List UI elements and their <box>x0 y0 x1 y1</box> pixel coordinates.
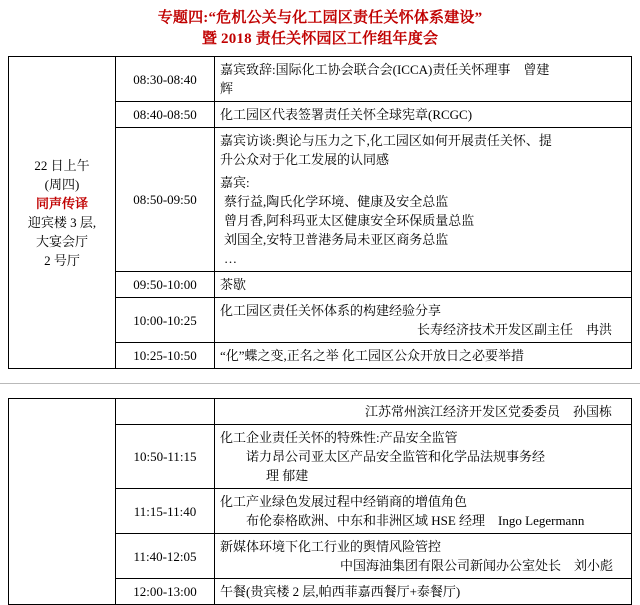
guest-label: 嘉宾: <box>220 175 250 190</box>
time-cell: 10:50-11:15 <box>116 425 215 489</box>
day-line-5: 大宴会厅 <box>35 233 88 249</box>
session-cell <box>215 534 632 579</box>
speaker-line: 布伦泰格欧洲、中东和非洲区域 HSE 经理 Ingo Legermann <box>246 513 585 528</box>
guest-item: … <box>224 251 237 266</box>
speaker-line: 理 郁建 <box>266 468 309 483</box>
time-cell: 08:30-08:40 <box>116 57 215 102</box>
page-title <box>8 0 632 56</box>
time-cell: 08:40-08:50 <box>116 102 215 128</box>
guest-item: 蔡行益,陶氏化学环境、健康及安全总监 <box>224 194 449 209</box>
session-line: 化工企业责任关怀的特殊性:产品安全监管 <box>220 430 458 445</box>
session-cell <box>215 425 632 489</box>
session-cell <box>215 298 632 343</box>
session-cell <box>215 272 632 298</box>
time-cell: 08:50-09:50 <box>116 128 215 272</box>
session-cell <box>215 57 632 102</box>
speaker-line: 中国海油集团有限公司新闻办公室处长 刘小彪 <box>340 558 614 573</box>
session-cell <box>215 343 632 369</box>
speaker-line: 诺力昂公司亚太区产品安全监管和化学品法规事务经 <box>246 449 546 464</box>
morning-schedule-table <box>8 56 632 369</box>
day-line-3: 同声传译 <box>35 195 88 211</box>
title-line-1: 专题四:“危机公关与化工园区责任关怀体系建设” <box>157 10 483 26</box>
session-line: 化工园区代表签署责任关怀全球宪章(RCGC) <box>220 107 473 122</box>
session-line: 嘉宾访谈:舆论与压力之下,化工园区如何开展责任关怀、提 <box>220 133 552 148</box>
time-cell <box>116 399 215 425</box>
page-gap-2 <box>8 384 632 398</box>
session-cell <box>215 399 632 425</box>
time-cell: 09:50-10:00 <box>116 272 215 298</box>
session-line: 新媒体环境下化工行业的舆情风险管控 <box>220 539 442 554</box>
time-cell: 11:15-11:40 <box>116 489 215 534</box>
day-cell-continued <box>9 399 116 605</box>
continued-schedule-table <box>8 398 632 605</box>
session-line: “化”蝶之变,正名之举 化工园区公众开放日之必要举措 <box>220 348 525 363</box>
day-line-4: 迎宾楼 3 层, <box>27 214 97 230</box>
page-gap <box>8 369 632 383</box>
session-line: 化工产业绿色发展过程中经销商的增值角色 <box>220 494 468 509</box>
guest-item: 刘国全,安特卫普港务局未亚区商务总监 <box>224 232 449 247</box>
session-line: 午餐(贵宾楼 2 层,帕西菲嘉西餐厅+泰餐厅) <box>220 584 461 599</box>
table-row <box>9 57 632 102</box>
day-cell <box>9 57 116 369</box>
session-line: 茶歇 <box>220 277 247 292</box>
session-cell <box>215 102 632 128</box>
session-line: 升公众对于化工发展的认同感 <box>220 152 390 167</box>
session-cell <box>215 489 632 534</box>
title-line-2: 暨 2018 责任关怀园区工作组年度会 <box>201 31 439 47</box>
session-line: 辉 <box>220 81 234 96</box>
time-cell: 11:40-12:05 <box>116 534 215 579</box>
table-row <box>9 399 632 425</box>
guest-item: 曾月香,阿科玛亚太区健康安全环保质量总监 <box>224 213 475 228</box>
day-line-6: 2 号厅 <box>44 252 80 268</box>
session-cell <box>215 128 632 272</box>
session-line: 化工园区责任关怀体系的构建经验分享 <box>220 303 442 318</box>
session-cell <box>215 579 632 605</box>
speaker-line: 江苏常州滨江经济开发区党委委员 孙国栋 <box>364 404 612 419</box>
time-cell: 10:25-10:50 <box>116 343 215 369</box>
session-line: 嘉宾致辞:国际化工协会联合会(ICCA)责任关怀理事 曾建 <box>220 62 550 77</box>
time-cell: 10:00-10:25 <box>116 298 215 343</box>
speaker-line: 长寿经济技术开发区副主任 冉洪 <box>416 322 612 337</box>
time-cell: 12:00-13:00 <box>116 579 215 605</box>
day-line-2: (周四) <box>44 176 80 192</box>
day-line-1: 22 日上午 <box>34 157 90 173</box>
